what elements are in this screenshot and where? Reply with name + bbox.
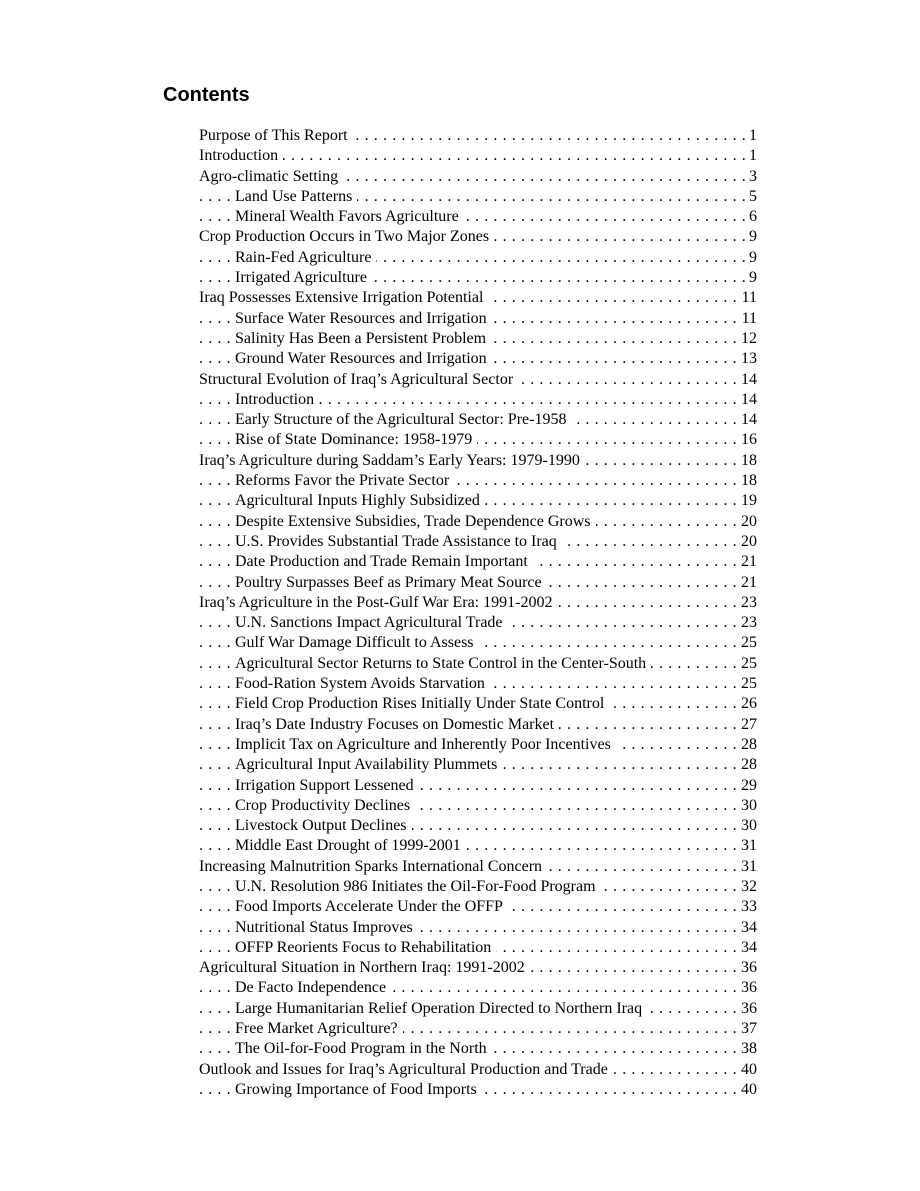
toc-section-entry[interactable] xyxy=(199,167,757,187)
toc-entry-page-number: 25 xyxy=(737,654,757,674)
toc-entry-title: Agricultural Situation in Northern Iraq: 1991-2002 xyxy=(199,959,530,976)
toc-entry-page-number: 28 xyxy=(737,755,757,775)
toc-entry-title: Salinity Has Been a Persistent Problem xyxy=(235,330,491,347)
toc-entry-page-number: 14 xyxy=(737,370,757,390)
toc-section-entry[interactable] xyxy=(199,451,757,471)
toc-section-entry[interactable] xyxy=(199,958,757,978)
toc-subsection-entry[interactable] xyxy=(199,897,757,917)
toc-entry-title: U.N. Sanctions Impact Agricultural Trade xyxy=(235,614,508,631)
toc-entry-page-number: 19 xyxy=(737,491,757,511)
toc-entry-page-number: 30 xyxy=(737,796,757,816)
toc-entry-page-number: 38 xyxy=(737,1039,757,1059)
toc-entry-title: Introduction xyxy=(199,147,283,164)
toc-subsection-entry[interactable] xyxy=(199,349,757,369)
toc-entry-title: Crop Production Occurs in Two Major Zones xyxy=(199,228,494,245)
toc-entry-title: Field Crop Production Rises Initially Under State Control xyxy=(235,695,609,712)
toc-subsection-entry[interactable] xyxy=(199,715,757,735)
toc-subsection-entry[interactable] xyxy=(199,1019,757,1039)
toc-subsection-entry[interactable] xyxy=(199,390,757,410)
toc-subsection-entry[interactable] xyxy=(199,268,757,288)
toc-entry-title: Agricultural Sector Returns to State Control in the Center-South xyxy=(235,655,651,672)
toc-subsection-entry[interactable] xyxy=(199,796,757,816)
toc-subsection-entry[interactable] xyxy=(199,207,757,227)
toc-entry-page-number: 9 xyxy=(745,227,757,247)
toc-entry-title: Iraq’s Agriculture in the Post-Gulf War Era: 1991-2002 xyxy=(199,594,557,611)
toc-entry-page-number: 28 xyxy=(737,735,757,755)
toc-entry-page-number: 18 xyxy=(737,471,757,491)
toc-entry-title: Ground Water Resources and Irrigation xyxy=(235,350,492,367)
toc-entry-title: Growing Importance of Food Imports xyxy=(235,1081,482,1098)
toc-subsection-entry[interactable] xyxy=(199,532,757,552)
toc-entry-title: Agricultural Inputs Highly Subsidized xyxy=(235,492,485,509)
toc-entry-page-number: 9 xyxy=(745,248,757,268)
toc-subsection-entry[interactable] xyxy=(199,755,757,775)
toc-entry-page-number: 34 xyxy=(737,938,757,958)
toc-subsection-entry[interactable] xyxy=(199,674,757,694)
toc-entry-page-number: 23 xyxy=(737,613,757,633)
toc-entry-page-number: 40 xyxy=(737,1080,757,1100)
toc-entry-page-number: 34 xyxy=(737,918,757,938)
toc-subsection-entry[interactable] xyxy=(199,633,757,653)
toc-subsection-entry[interactable] xyxy=(199,573,757,593)
toc-subsection-entry[interactable] xyxy=(199,836,757,856)
toc-entry-title: U.S. Provides Substantial Trade Assistance to Iraq xyxy=(235,533,562,550)
toc-entry-title: Middle East Drought of 1999-2001 xyxy=(235,837,466,854)
toc-entry-page-number: 13 xyxy=(737,349,757,369)
toc-entry-title: De Facto Independence xyxy=(235,979,391,996)
toc-entry-title: Free Market Agriculture? xyxy=(235,1020,403,1037)
toc-entry-page-number: 14 xyxy=(737,410,757,430)
toc-entry-title: Increasing Malnutrition Sparks International Concern xyxy=(199,858,547,875)
toc-subsection-entry[interactable] xyxy=(199,430,757,450)
toc-section-entry[interactable] xyxy=(199,593,757,613)
toc-subsection-entry[interactable] xyxy=(199,613,757,633)
toc-subsection-entry[interactable] xyxy=(199,491,757,511)
toc-section-entry[interactable] xyxy=(199,857,757,877)
toc-entry-title: Early Structure of the Agricultural Sector: Pre-1958 xyxy=(235,411,571,428)
toc-entry-page-number: 1 xyxy=(745,126,757,146)
toc-subsection-entry[interactable] xyxy=(199,938,757,958)
toc-subsection-entry[interactable] xyxy=(199,471,757,491)
toc-entry-page-number: 14 xyxy=(737,390,757,410)
toc-subsection-entry[interactable] xyxy=(199,329,757,349)
toc-entry-title: Gulf War Damage Difficult to Assess xyxy=(235,634,479,651)
toc-entry-title: Food-Ration System Avoids Starvation xyxy=(235,675,490,692)
toc-entry-page-number: 25 xyxy=(737,674,757,694)
toc-entry-page-number: 18 xyxy=(737,451,757,471)
toc-section-entry[interactable] xyxy=(199,146,757,166)
toc-entry-title: Poultry Surpasses Beef as Primary Meat Source xyxy=(235,574,547,591)
toc-entry-page-number: 31 xyxy=(737,857,757,877)
toc-entry-page-number: 36 xyxy=(737,958,757,978)
toc-entry-title: Livestock Output Declines xyxy=(235,817,412,834)
toc-entry-title: U.N. Resolution 986 Initiates the Oil-For-Food Program xyxy=(235,878,601,895)
toc-entry-page-number: 21 xyxy=(737,552,757,572)
toc-entry-title: Nutritional Status Improves xyxy=(235,919,418,936)
toc-subsection-entry[interactable] xyxy=(199,1039,757,1059)
toc-section-entry[interactable] xyxy=(199,1060,757,1080)
toc-entry-title: The Oil-for-Food Program in the North xyxy=(235,1040,492,1057)
toc-entry-title: Food Imports Accelerate Under the OFFP xyxy=(235,898,508,915)
toc-subsection-entry[interactable] xyxy=(199,918,757,938)
toc-entry-page-number: 37 xyxy=(737,1019,757,1039)
page-title: Contents xyxy=(163,84,250,106)
toc-entry-page-number: 11 xyxy=(738,309,757,329)
toc-entry-page-number: 36 xyxy=(737,999,757,1019)
toc-entry-title: Rain-Fed Agriculture xyxy=(235,249,376,266)
toc-entry-page-number: 16 xyxy=(737,430,757,450)
toc-entry-page-number: 33 xyxy=(737,897,757,917)
toc-entry-title: Crop Productivity Declines xyxy=(235,797,415,814)
toc-subsection-entry[interactable] xyxy=(199,309,757,329)
toc-entry-page-number: 27 xyxy=(737,715,757,735)
toc-subsection-entry[interactable] xyxy=(199,816,757,836)
toc-entry-title: Purpose of This Report xyxy=(199,127,353,144)
table-of-contents xyxy=(199,126,757,1100)
toc-subsection-entry[interactable] xyxy=(199,776,757,796)
toc-entry-page-number: 11 xyxy=(738,288,757,308)
toc-entry-page-number: 12 xyxy=(737,329,757,349)
toc-entry-page-number: 5 xyxy=(745,187,757,207)
toc-entry-title: Despite Extensive Subsidies, Trade Dependence Grows xyxy=(235,513,596,530)
toc-entry-title: Outlook and Issues for Iraq’s Agricultural Production and Trade xyxy=(199,1061,613,1078)
toc-entry-page-number: 3 xyxy=(745,167,757,187)
toc-entry-title: Implicit Tax on Agriculture and Inherently Poor Incentives xyxy=(235,736,616,753)
toc-entry-page-number: 29 xyxy=(737,776,757,796)
toc-entry-title: Introduction xyxy=(235,391,319,408)
toc-entry-title: Mineral Wealth Favors Agriculture xyxy=(235,208,464,225)
toc-entry-title: Rise of State Dominance: 1958-1979 xyxy=(235,431,477,448)
toc-entry-title: Irrigation Support Lessened xyxy=(235,777,419,794)
toc-entry-page-number: 26 xyxy=(737,694,757,714)
toc-subsection-entry[interactable] xyxy=(199,187,757,207)
toc-entry-title: OFFP Reorients Focus to Rehabilitation xyxy=(235,939,496,956)
toc-entry-title: Structural Evolution of Iraq’s Agricultural Sector xyxy=(199,371,518,388)
toc-entry-title: Large Humanitarian Relief Operation Directed to Northern Iraq xyxy=(235,1000,647,1017)
toc-entry-title: Land Use Patterns xyxy=(235,188,357,205)
toc-entry-page-number: 31 xyxy=(737,836,757,856)
toc-entry-page-number: 30 xyxy=(737,816,757,836)
toc-subsection-entry[interactable] xyxy=(199,552,757,572)
toc-entry-page-number: 23 xyxy=(737,593,757,613)
toc-subsection-entry[interactable] xyxy=(199,877,757,897)
toc-subsection-entry[interactable] xyxy=(199,735,757,755)
toc-subsection-entry[interactable] xyxy=(199,248,757,268)
toc-entry-page-number: 1 xyxy=(745,146,757,166)
toc-entry-title: Agricultural Input Availability Plummets xyxy=(235,756,502,773)
toc-subsection-entry[interactable] xyxy=(199,999,757,1019)
toc-subsection-entry[interactable] xyxy=(199,978,757,998)
toc-entry-page-number: 21 xyxy=(737,573,757,593)
toc-entry-page-number: 36 xyxy=(737,978,757,998)
toc-entry-title: Date Production and Trade Remain Important xyxy=(235,553,533,570)
toc-entry-page-number: 40 xyxy=(737,1060,757,1080)
toc-section-entry[interactable] xyxy=(199,227,757,247)
toc-entry-page-number: 9 xyxy=(745,268,757,288)
toc-section-entry[interactable] xyxy=(199,126,757,146)
toc-entry-page-number: 20 xyxy=(737,512,757,532)
toc-subsection-entry[interactable] xyxy=(199,410,757,430)
toc-entry-page-number: 6 xyxy=(745,207,757,227)
toc-entry-title: Irrigated Agriculture xyxy=(235,269,372,286)
toc-entry-title: Iraq’s Agriculture during Saddam’s Early Years: 1979-1990 xyxy=(199,452,585,469)
toc-subsection-entry[interactable] xyxy=(199,512,757,532)
toc-subsection-entry[interactable] xyxy=(199,1080,757,1100)
toc-section-entry[interactable] xyxy=(199,370,757,390)
toc-entry-title: Reforms Favor the Private Sector xyxy=(235,472,454,489)
toc-subsection-entry[interactable] xyxy=(199,694,757,714)
toc-section-entry[interactable] xyxy=(199,288,757,308)
toc-entry-title: Agro-climatic Setting xyxy=(199,168,343,185)
toc-entry-page-number: 32 xyxy=(737,877,757,897)
toc-entry-page-number: 20 xyxy=(737,532,757,552)
toc-subsection-entry[interactable] xyxy=(199,654,757,674)
toc-entry-title: Surface Water Resources and Irrigation xyxy=(235,310,492,327)
toc-entry-title: Iraq Possesses Extensive Irrigation Potential xyxy=(199,289,488,306)
toc-entry-page-number: 25 xyxy=(737,633,757,653)
toc-entry-title: Iraq’s Date Industry Focuses on Domestic Market xyxy=(235,716,559,733)
